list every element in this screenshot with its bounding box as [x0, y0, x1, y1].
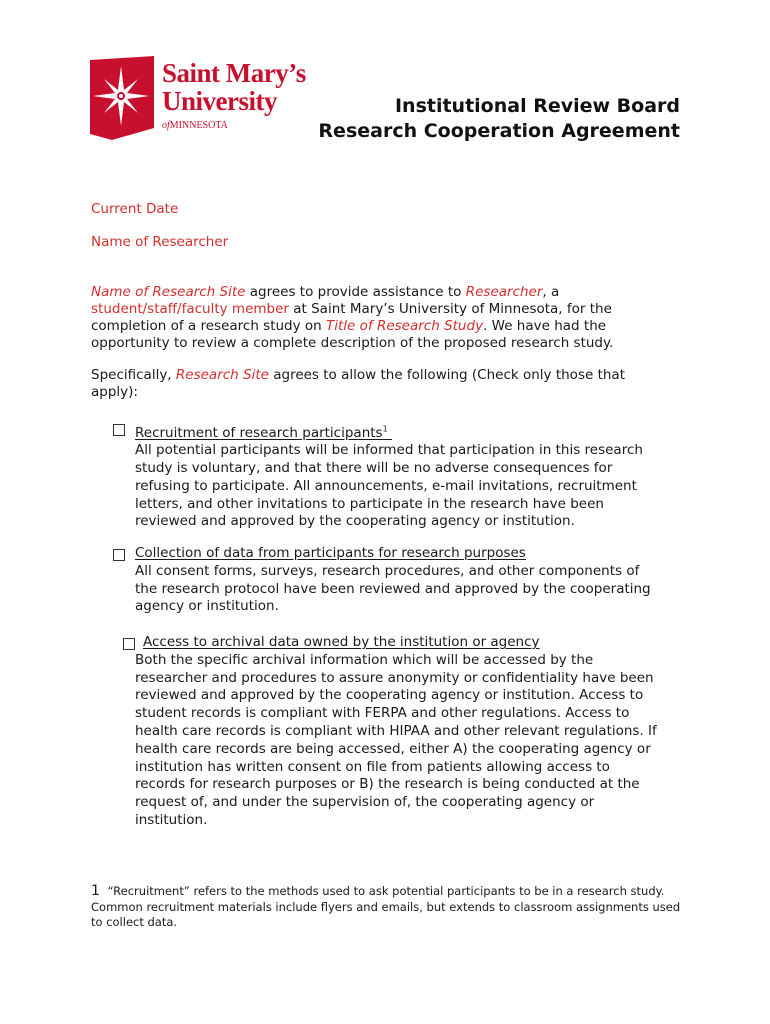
footnote-ref: 1 [382, 424, 388, 433]
checklist-item-header [113, 545, 658, 563]
logo-wordmark-line2: University [162, 86, 277, 116]
university-logo [90, 56, 310, 140]
logo-wordmark-line3 [162, 120, 228, 131]
research-site-placeholder-2[interactable]: Research Site [175, 367, 269, 383]
checklist-item-archival-data [113, 634, 658, 830]
researcher-placeholder[interactable]: Researcher [465, 284, 543, 300]
researcher-name-field[interactable]: Name of Researcher [91, 234, 229, 250]
checklist-item-title: Access to archival data owned by the institution or agency [143, 634, 540, 650]
checklist-item-data-collection [113, 545, 658, 616]
checklist-item-title-text: Recruitment of research participants [135, 424, 383, 441]
research-site-placeholder[interactable]: Name of Research Site [91, 284, 246, 300]
checklist-item-header [113, 634, 658, 652]
checklist-item-header [113, 420, 658, 442]
specifically-paragraph [91, 367, 651, 401]
role-placeholder[interactable]: student/staff/faculty member [91, 301, 289, 317]
current-date-field[interactable]: Current Date [91, 201, 179, 217]
footnote [91, 884, 691, 931]
logo-state: MINNESOTA [169, 120, 228, 131]
logo-of: of [162, 120, 170, 131]
recruitment-checkbox[interactable] [113, 424, 125, 436]
specifically-text-1: Specifically, [91, 367, 176, 383]
agreement-text-4: . We have had the opportunity to review a complete description of the proposed research study. [91, 318, 614, 351]
agreement-paragraph [91, 284, 651, 352]
agreement-text-1: agrees to provide assistance to [245, 284, 466, 300]
checklist-item-recruitment [113, 420, 658, 531]
checklist-item-title: Collection of data from participants for research purposes [135, 545, 526, 561]
star-shield-icon [90, 56, 154, 140]
footnote-number: 1 [91, 883, 100, 899]
title-line-1: Institutional Review Board [394, 95, 680, 117]
checklist-item-body: All potential participants will be informed that participation in this research study is voluntary, and that there will be no adverse consequences for refusing to participate. All announcements, e-mail invitations, recruitment letters, and other invitations to participate in the research have been reviewed and approved by the cooperating agency or institution. [135, 442, 643, 530]
checklist-item-title [135, 425, 392, 441]
document-title [318, 94, 680, 144]
agreement-text-3: at Saint Mary’s University of Minnesota, for the completion of a research study on [91, 301, 612, 334]
checklist-item-body: All consent forms, surveys, research procedures, and other components of the research protocol have been reviewed and approved by the cooperating agency or institution. [135, 562, 651, 615]
agreement-text-2: , a [542, 284, 560, 300]
study-title-placeholder[interactable]: Title of Research Study [326, 318, 484, 334]
footnote-text: “Recruitment” refers to the methods used to ask potential participants to be in a research study. Common recruitment materials include flyers and emails, but extends to classroom assignments used to collect data. [91, 884, 681, 929]
checklist-item-body: Both the specific archival information which will be accessed by the researcher and procedures to assure anonymity or confidentiality have been reviewed and approved by the cooperating agency or institution. Access to student records is compliant with FERPA and other regulations. Access to health care records is compliant with HIPAA and other relevant regulations. If health care records are being accessed, either A) the cooperating agency or institution has written consent on file from patients allowing access to records for research purposes or B) the research is being conducted at the request of, and under the supervision of, the cooperating agency or institution. [135, 651, 657, 828]
archival-data-checkbox[interactable] [123, 638, 135, 650]
data-collection-checkbox[interactable] [113, 549, 125, 561]
logo-wordmark-line1: Saint Mary’s [162, 58, 306, 88]
title-line-2: Research Cooperation Agreement [318, 120, 680, 142]
specifically-text-2: agrees to allow the following (Check only those that apply): [91, 367, 625, 400]
